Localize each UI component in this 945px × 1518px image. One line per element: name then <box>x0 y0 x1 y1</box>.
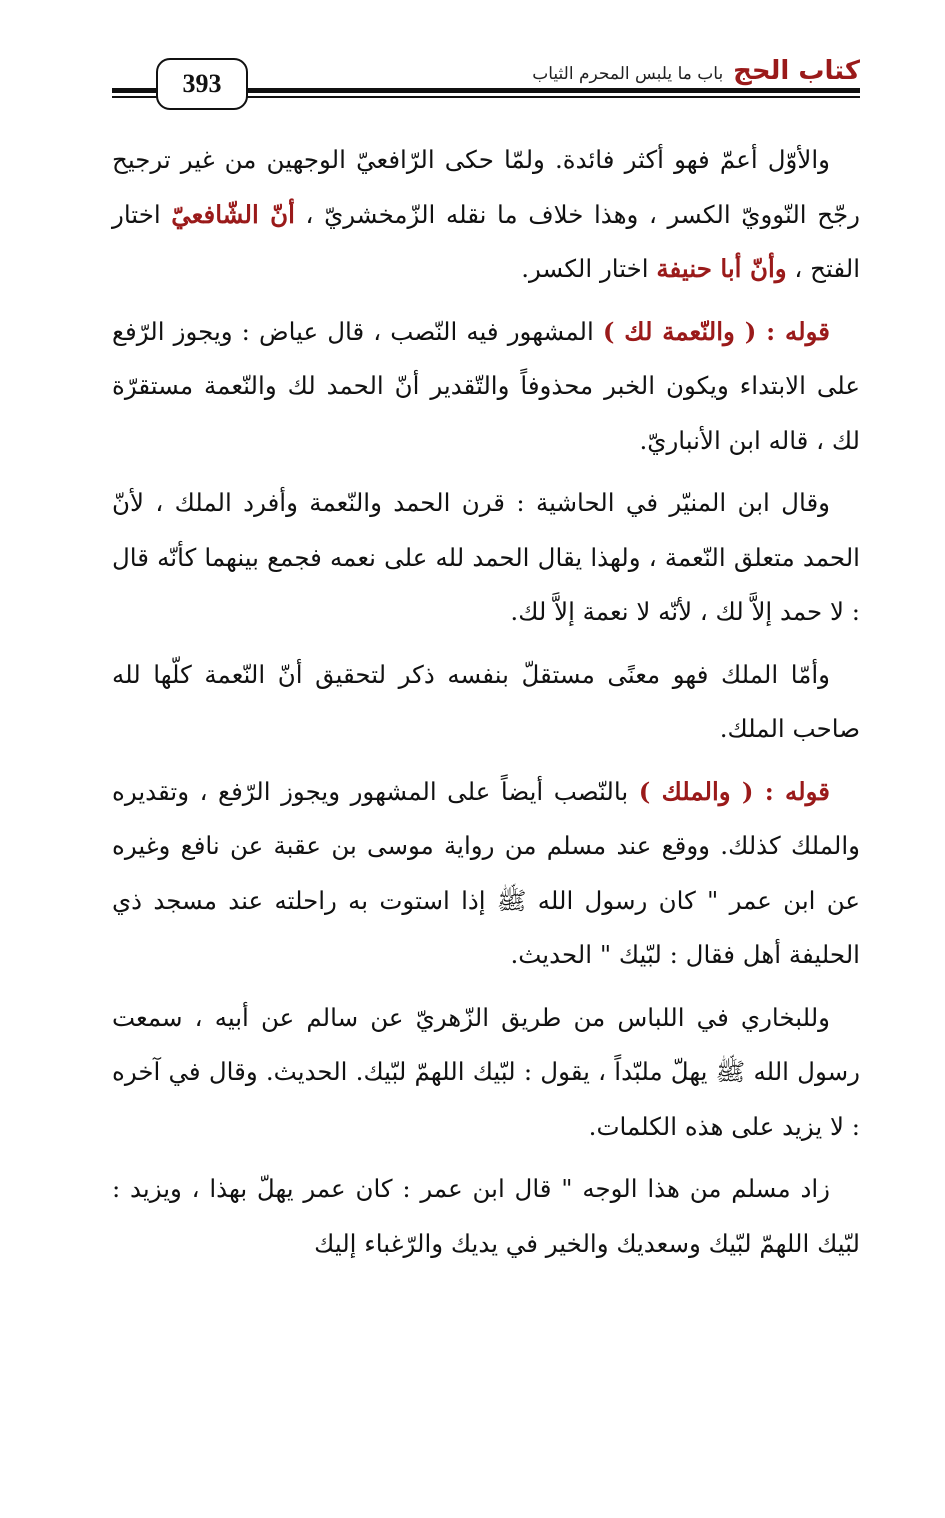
paragraph-text: والأوّل أعمّ فهو أكثر فائدة. ولمّا حكى الرّافعيّ الوجهين من غير ترجيح رجّح النّوويّ الكسر ، وهذا خلاف ما نقله الزّمخشريّ ، <box>112 145 860 229</box>
paragraph-text: وقال ابن المنيّر في الحاشية : قرن الحمد والنّعمة وأفرد الملك ، لأنّ الحمد متعلق النّعمة ، ولهذا يقال الحمد لله على نعمه فجمع بينهما كأنّه قال : لا حمد إلاَّ لك ، لأنّه لا نعمة إلاَّ لك. <box>112 488 860 626</box>
highlighted-term: قوله : ( والملك ) <box>638 776 830 806</box>
paragraph-text: المشهور فيه النّصب ، قال عياض : ويجوز الرّفع على الابتداء ويكون الخبر محذوفاً والتّقدير أنّ الحمد لك والنّعمة مستقرّة لك ، قاله ابن الأنباريّ. <box>112 316 860 455</box>
highlighted-term: أنّ الشّافعيّ <box>171 199 295 229</box>
paragraph-text: بالنّصب أيضاً على المشهور ويجوز الرّفع ، وتقديره والملك كذلك. ووقع عند مسلم من رواية موسى بن عقبة عن نافع وغيره عن ابن عمر " كان رسول الله ﷺ إذا استوت به راحلته عند مسجد ذي الحليفة أهل فقال : لبّيك " الحديث. <box>112 776 860 969</box>
paragraph <box>112 133 860 297</box>
body-text <box>112 133 860 1279</box>
running-title <box>532 56 860 86</box>
paragraph <box>112 1162 860 1271</box>
paragraph <box>112 765 860 983</box>
paragraph-text: اختار الفتح ، <box>112 199 860 283</box>
page-header <box>112 44 860 124</box>
paragraph-text: وأمّا الملك فهو معنًى مستقلّ بنفسه ذكر لتحقيق أنّ النّعمة كلّها لله صاحب الملك. <box>112 659 860 743</box>
paragraph-text: زاد مسلم من هذا الوجه " قال ابن عمر : كان عمر يهلّ بهذا ، ويزيد : لبّيك اللهمّ لبّيك وسعديك والخير في يديك والرّغباء إليك <box>112 1174 860 1258</box>
highlighted-term: قوله : ( والنّعمة لك ) <box>602 316 830 346</box>
paragraph <box>112 476 860 640</box>
paragraph-text: اختار الكسر. <box>521 254 657 283</box>
paragraph <box>112 305 860 469</box>
paragraph <box>112 991 860 1155</box>
page-number: 393 <box>156 58 248 110</box>
paragraph <box>112 648 860 757</box>
chapter-title: باب ما يلبس المحرم الثياب <box>532 64 724 84</box>
book-title: كتاب الحج <box>733 56 860 86</box>
paragraph-text: وللبخاري في اللباس من طريق الزّهريّ عن سالم عن أبيه ، سمعت رسول الله ﷺ يهلّ ملبّداً ، يقول : لبّيك اللهمّ لبّيك. الحديث. وقال في آخره : لا يزيد على هذه الكلمات. <box>112 1002 860 1141</box>
highlighted-term: وأنّ أبا حنيفة <box>656 254 787 283</box>
